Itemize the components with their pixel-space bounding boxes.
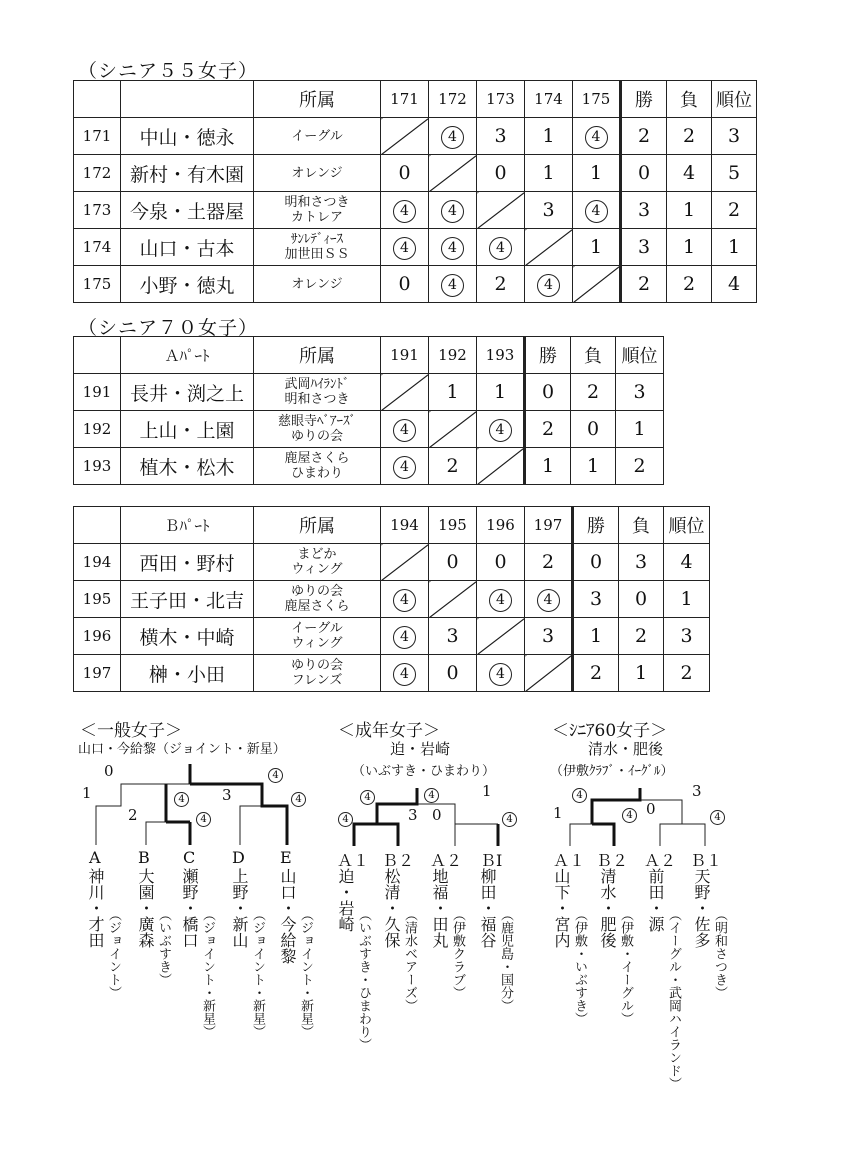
header-opponent: 172 (429, 81, 477, 118)
adult-score-b1: 1 (482, 782, 492, 800)
bracket-player-club: （ジョイント・新星） (298, 908, 313, 1038)
bracket-slot-letter: C (183, 848, 196, 867)
circled-score: 4 (489, 663, 512, 686)
rank: 2 (664, 655, 710, 692)
player-no: 174 (74, 229, 121, 266)
bracket-slot-letter: Ｂ２ (596, 851, 629, 870)
header-opponent: 196 (477, 507, 525, 544)
score-bc-right (196, 808, 211, 827)
player-no: 172 (74, 155, 121, 192)
bracket-slot-letter: ＢⅠ (480, 851, 503, 870)
match-result: 0 (429, 544, 477, 581)
losses: 2 (667, 118, 712, 155)
header-rank: 順位 (712, 81, 757, 118)
header-opponent: 192 (429, 337, 477, 374)
losses: 0 (619, 581, 664, 618)
rank: 1 (664, 581, 710, 618)
player-affiliation: イーグル (254, 118, 381, 155)
circled-score: 4 (537, 589, 560, 612)
bracket-player-club: （ジョイント・新星） (250, 908, 265, 1038)
player-names: 横木・中崎 (121, 618, 254, 655)
player-no: 193 (74, 448, 121, 485)
rank: 3 (616, 374, 664, 411)
header-win: 勝 (525, 337, 571, 374)
circled-score: 4 (710, 810, 725, 825)
s60-score-a2: 3 (692, 782, 702, 800)
circled-score: 4 (174, 792, 189, 807)
adult-score-b1-right (502, 808, 517, 827)
bracket-player-name: 地福・田丸 (430, 868, 449, 948)
circled-score: 4 (424, 788, 439, 803)
circled-score: 4 (393, 200, 416, 223)
match-result: 1 (573, 155, 621, 192)
bracket-player-club: （イーグル・武岡ハイランド） (666, 908, 681, 1090)
match-result: 0 (381, 155, 429, 192)
player-names: 上山・上園 (121, 411, 254, 448)
rank: 4 (712, 266, 757, 303)
bracket-player-club: （いぶすき・ひまわり） (356, 908, 371, 1051)
wins: 0 (573, 544, 619, 581)
wins: 2 (525, 411, 571, 448)
match-result: 1 (525, 118, 573, 155)
match-result: 0 (477, 155, 525, 192)
circled-score: 4 (489, 589, 512, 612)
losses: 2 (667, 266, 712, 303)
match-result: 3 (525, 618, 573, 655)
circled-score: 4 (360, 790, 375, 805)
rank: 2 (616, 448, 664, 485)
bracket-player-name: 天野・佐多 (692, 868, 711, 948)
match-result: 2 (525, 544, 573, 581)
circled-score: 4 (393, 456, 416, 479)
circled-score: 4 (585, 126, 608, 149)
rank: 4 (664, 544, 710, 581)
circled-score: 4 (622, 808, 637, 823)
circled-score: 4 (441, 274, 464, 297)
wins: 0 (525, 374, 571, 411)
circled-score: 4 (268, 768, 283, 783)
player-no: 173 (74, 192, 121, 229)
bracket-slot-letter: Ａ１ (337, 851, 370, 870)
match-result: 1 (525, 155, 573, 192)
s60-score-b1 (710, 806, 725, 825)
match-result: 0 (381, 266, 429, 303)
bracket-player-name: 上野・新山 (230, 868, 249, 948)
senior55-title: （シニア５５女子） (78, 60, 259, 82)
bracket-player-name: 瀬野・橋口 (180, 868, 199, 948)
wins: 3 (621, 192, 667, 229)
adult-score-final: 0 (432, 806, 442, 824)
player-names: 榊・小田 (121, 655, 254, 692)
circled-score: 4 (393, 419, 416, 442)
player-affiliation: 鹿屋さくら ひまわり (254, 448, 381, 485)
s60-score-semi (572, 784, 587, 803)
bracket-player-club: （いぶすき） (156, 908, 171, 986)
bracket-slot-letter: Ｂ２ (382, 851, 415, 870)
circled-score: 4 (196, 812, 211, 827)
bracket-player-club: （伊敷・いぶすき） (572, 908, 587, 1025)
circled-score: 4 (572, 788, 587, 803)
match-result: 3 (477, 118, 525, 155)
score-final-right (268, 764, 283, 783)
header-opponent: 191 (381, 337, 429, 374)
losses: 2 (619, 618, 664, 655)
player-no: 175 (74, 266, 121, 303)
player-names: 西田・野村 (121, 544, 254, 581)
circled-score: 4 (393, 626, 416, 649)
bracket-slot-letter: Ｂ１ (690, 851, 723, 870)
circled-score: 4 (502, 812, 517, 827)
player-affiliation: 明和さつき カトレア (254, 192, 381, 229)
losses: 1 (571, 448, 616, 485)
bracket-player-name: 前田・源 (646, 868, 665, 932)
bracket-player-name: 松清・久保 (382, 868, 401, 948)
circled-score: 4 (441, 200, 464, 223)
losses: 1 (667, 192, 712, 229)
bracket-player-club: （明和さつき） (712, 908, 727, 999)
general-title: ＜一般女子＞ (80, 721, 182, 741)
rank: 2 (712, 192, 757, 229)
header-opponent: 197 (525, 507, 573, 544)
adult-winner: 迫・岩崎 (390, 740, 451, 758)
header-affiliation: 所属 (254, 337, 381, 374)
losses: 1 (667, 229, 712, 266)
circled-score: 4 (489, 237, 512, 260)
header-part: Ｂﾊﾟｰﾄ (121, 507, 254, 544)
bracket-player-name: 柳田・福谷 (478, 868, 497, 948)
match-result: 1 (573, 229, 621, 266)
bracket-player-name: 清水・肥後 (598, 868, 617, 948)
header-rank: 順位 (616, 337, 664, 374)
header-loss: 負 (619, 507, 664, 544)
circled-score: 4 (537, 274, 560, 297)
bracket-player-name: 大園・廣森 (136, 868, 155, 948)
header-win: 勝 (621, 81, 667, 118)
match-result: 1 (477, 374, 525, 411)
rank: 3 (712, 118, 757, 155)
rank: 1 (616, 411, 664, 448)
wins: 2 (621, 118, 667, 155)
player-names: 植木・松木 (121, 448, 254, 485)
player-affiliation: ゆりの会 鹿屋さくら (254, 581, 381, 618)
header-opponent: 175 (573, 81, 621, 118)
rank: 5 (712, 155, 757, 192)
bracket-player-club: （伊敷クラブ） (450, 908, 465, 999)
bracket-player-name: 山下・宮内 (552, 868, 571, 948)
circled-score: 4 (291, 792, 306, 807)
circled-score: 4 (441, 126, 464, 149)
adult-score-b2: 3 (408, 806, 418, 824)
adult-score-a2 (424, 784, 439, 803)
header-loss: 負 (667, 81, 712, 118)
wins: 0 (621, 155, 667, 192)
losses: 4 (667, 155, 712, 192)
score-de-left: 3 (222, 786, 232, 804)
player-affiliation: 慈眼寺ﾍﾞｱｰｽﾞ ゆりの会 (254, 411, 381, 448)
player-no: 192 (74, 411, 121, 448)
circled-score: 4 (489, 419, 512, 442)
player-names: 小野・徳丸 (121, 266, 254, 303)
adult-winner-club: （いぶすき・ひまわり） (352, 764, 496, 779)
losses: 1 (619, 655, 664, 692)
player-names: 今泉・土器屋 (121, 192, 254, 229)
circled-score: 4 (393, 237, 416, 260)
score-ab: 1 (82, 784, 92, 802)
wins: 3 (573, 581, 619, 618)
player-no: 196 (74, 618, 121, 655)
rank: 3 (664, 618, 710, 655)
bracket-player-club: （ジョイント） (106, 908, 121, 999)
adult-score-a1 (338, 808, 353, 827)
bracket-player-club: （伊敷・イーグル） (618, 908, 633, 1025)
losses: 2 (571, 374, 616, 411)
rank: 1 (712, 229, 757, 266)
match-result: 3 (429, 618, 477, 655)
player-affiliation: オレンジ (254, 155, 381, 192)
header-opponent: 193 (477, 337, 525, 374)
bracket-player-club: （鹿児島・国分） (498, 908, 513, 1012)
bracket-player-club: （清水ベアーズ） (402, 908, 417, 1012)
wins: 3 (621, 229, 667, 266)
player-no: 194 (74, 544, 121, 581)
senior70-title: （シニア７０女子） (78, 317, 259, 339)
losses: 0 (571, 411, 616, 448)
senior60-title: ＜ｼﾆｱ60女子＞ (552, 721, 668, 741)
match-result: 1 (429, 374, 477, 411)
score-final-left (174, 788, 189, 807)
player-names: 王子田・北吉 (121, 581, 254, 618)
circled-score: 4 (393, 663, 416, 686)
bracket-player-name: 神川・才田 (86, 868, 105, 948)
losses: 3 (619, 544, 664, 581)
circled-score: 4 (338, 812, 353, 827)
header-affiliation: 所属 (254, 507, 381, 544)
adult-score-semi (360, 786, 375, 805)
wins: 1 (573, 618, 619, 655)
general-winner: 山口・今給黎（ジョイント・新星） (78, 742, 286, 757)
player-no: 191 (74, 374, 121, 411)
bracket-player-club: （ジョイント・新星） (200, 908, 215, 1038)
score-bc-left: 2 (128, 806, 138, 824)
match-result: 3 (525, 192, 573, 229)
player-names: 長井・渕之上 (121, 374, 254, 411)
player-affiliation: 武岡ﾊｲﾗﾝﾄﾞ 明和さつき (254, 374, 381, 411)
bracket-slot-letter: B (138, 848, 150, 867)
circled-score: 4 (393, 589, 416, 612)
match-result: 0 (429, 655, 477, 692)
wins: 1 (525, 448, 571, 485)
player-no: 197 (74, 655, 121, 692)
bracket-player-name: 迫・岩崎 (336, 868, 355, 932)
adult-title: ＜成年女子＞ (338, 721, 440, 741)
bracket-slot-letter: E (280, 848, 292, 867)
header-opponent: 195 (429, 507, 477, 544)
s60-score-final-l (622, 804, 637, 823)
senior60-winner: 清水・肥後 (588, 740, 664, 758)
player-names: 山口・古本 (121, 229, 254, 266)
wins: 2 (621, 266, 667, 303)
player-affiliation: オレンジ (254, 266, 381, 303)
header-rank: 順位 (664, 507, 710, 544)
header-opponent: 171 (381, 81, 429, 118)
senior60-winner-club: （伊敷ｸﾗﾌﾞ・ｲｰｸﾞﾙ） (550, 764, 674, 779)
match-result: 2 (429, 448, 477, 485)
bracket-slot-letter: Ａ２ (430, 851, 463, 870)
player-affiliation: イーグル ウィング (254, 618, 381, 655)
score-ab-top: 0 (104, 762, 114, 780)
bracket-slot-letter: Ａ１ (553, 851, 586, 870)
player-no: 171 (74, 118, 121, 155)
player-affiliation: ｻﾝﾚﾃﾞｨｰｽ 加世田ＳＳ (254, 229, 381, 266)
header-opponent: 194 (381, 507, 429, 544)
bracket-slot-letter: Ａ２ (644, 851, 677, 870)
bracket-slot-letter: A (89, 848, 101, 867)
header-win: 勝 (573, 507, 619, 544)
player-affiliation: まどか ウィング (254, 544, 381, 581)
match-result: 0 (477, 544, 525, 581)
player-no: 195 (74, 581, 121, 618)
player-affiliation: ゆりの会 フレンズ (254, 655, 381, 692)
score-de-right (291, 788, 306, 807)
bracket-slot-letter: D (232, 848, 245, 867)
header-affiliation: 所属 (254, 81, 381, 118)
wins: 2 (573, 655, 619, 692)
player-names: 新村・有木園 (121, 155, 254, 192)
header-part: Ａﾊﾟｰﾄ (121, 337, 254, 374)
s60-score-a1: 1 (553, 804, 563, 822)
header-opponent: 174 (525, 81, 573, 118)
match-result: 2 (477, 266, 525, 303)
header-opponent: 173 (477, 81, 525, 118)
s60-score-final-r: 0 (646, 800, 656, 818)
header-loss: 負 (571, 337, 616, 374)
circled-score: 4 (585, 200, 608, 223)
player-names: 中山・徳永 (121, 118, 254, 155)
circled-score: 4 (441, 237, 464, 260)
bracket-player-name: 山口・今給黎 (278, 868, 297, 964)
